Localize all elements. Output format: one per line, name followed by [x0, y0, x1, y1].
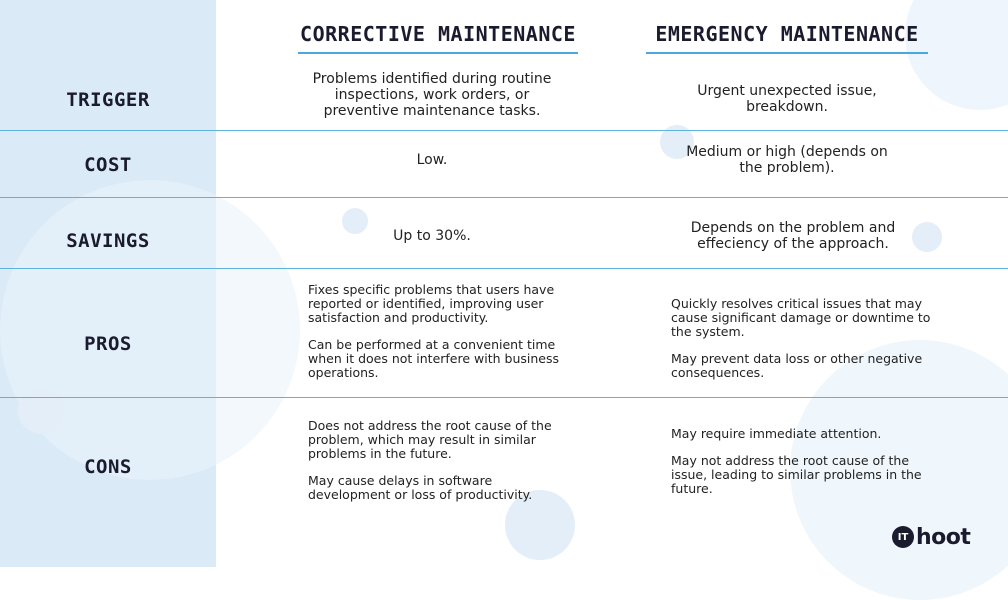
cell-text: May prevent data loss or other negative consequences. [671, 351, 923, 380]
cell-text: May require immediate attention. [671, 426, 882, 441]
cell-text: Fixes specific problems that users have reported or identified, improving user satisfaction and productivity. [308, 282, 555, 325]
row-label-cost: COST [84, 154, 132, 176]
cons-emergency-cell [671, 427, 943, 496]
cell-text: May cause delays in software development or loss of productivity. [308, 473, 533, 502]
cell-text: Medium or high (depends on the problem). [686, 144, 888, 176]
row-label-trigger: TRIGGER [66, 89, 150, 111]
savings-corrective-cell [296, 228, 568, 244]
cost-corrective-cell [296, 152, 568, 168]
savings-emergency-cell [676, 220, 910, 252]
row-divider [0, 268, 1008, 269]
decorative-circle [905, 0, 1008, 110]
trigger-emergency-cell [668, 83, 906, 115]
row-divider [0, 130, 1008, 131]
cell-text: Quickly resolves critical issues that may cause significant damage or downtime to the system. [671, 296, 931, 339]
cell-text: Can be performed at a convenient time when it does not interfere with business operations. [308, 337, 560, 380]
row-divider [0, 197, 1008, 198]
trigger-corrective-cell [296, 71, 568, 119]
row-label-savings: SAVINGS [66, 230, 150, 252]
cell-text: Does not address the root cause of the problem, which may result in similar problems in the future. [308, 418, 552, 461]
column-header-emergency: EMERGENCY MAINTENANCE [646, 22, 928, 54]
row-label-pros: PROS [84, 333, 132, 355]
row-label-cons: CONS [84, 456, 132, 478]
cell-text: May not address the root cause of the issue, leading to similar problems in the future. [671, 453, 922, 496]
row-divider [0, 397, 1008, 398]
decorative-circle [912, 222, 942, 252]
cell-text: Low. [416, 152, 448, 168]
cell-text: Problems identified during routine inspections, work orders, or preventive maintenance tasks. [312, 71, 552, 119]
decorative-circle [18, 388, 64, 434]
cell-text: Up to 30%. [393, 228, 471, 244]
cell-text: Urgent unexpected issue, breakdown. [697, 83, 877, 115]
cons-corrective-cell [308, 419, 574, 502]
cost-emergency-cell [676, 144, 898, 176]
ithoot-logo [892, 524, 970, 550]
pros-corrective-cell [308, 283, 578, 380]
logo-text: hoot [916, 524, 971, 550]
decorative-circle [0, 180, 300, 480]
column-header-corrective: CORRECTIVE MAINTENANCE [298, 22, 578, 54]
pros-emergency-cell [671, 297, 949, 380]
cell-text: Depends on the problem and effeciency of the approach. [690, 220, 896, 252]
logo-badge: IT [892, 526, 914, 548]
